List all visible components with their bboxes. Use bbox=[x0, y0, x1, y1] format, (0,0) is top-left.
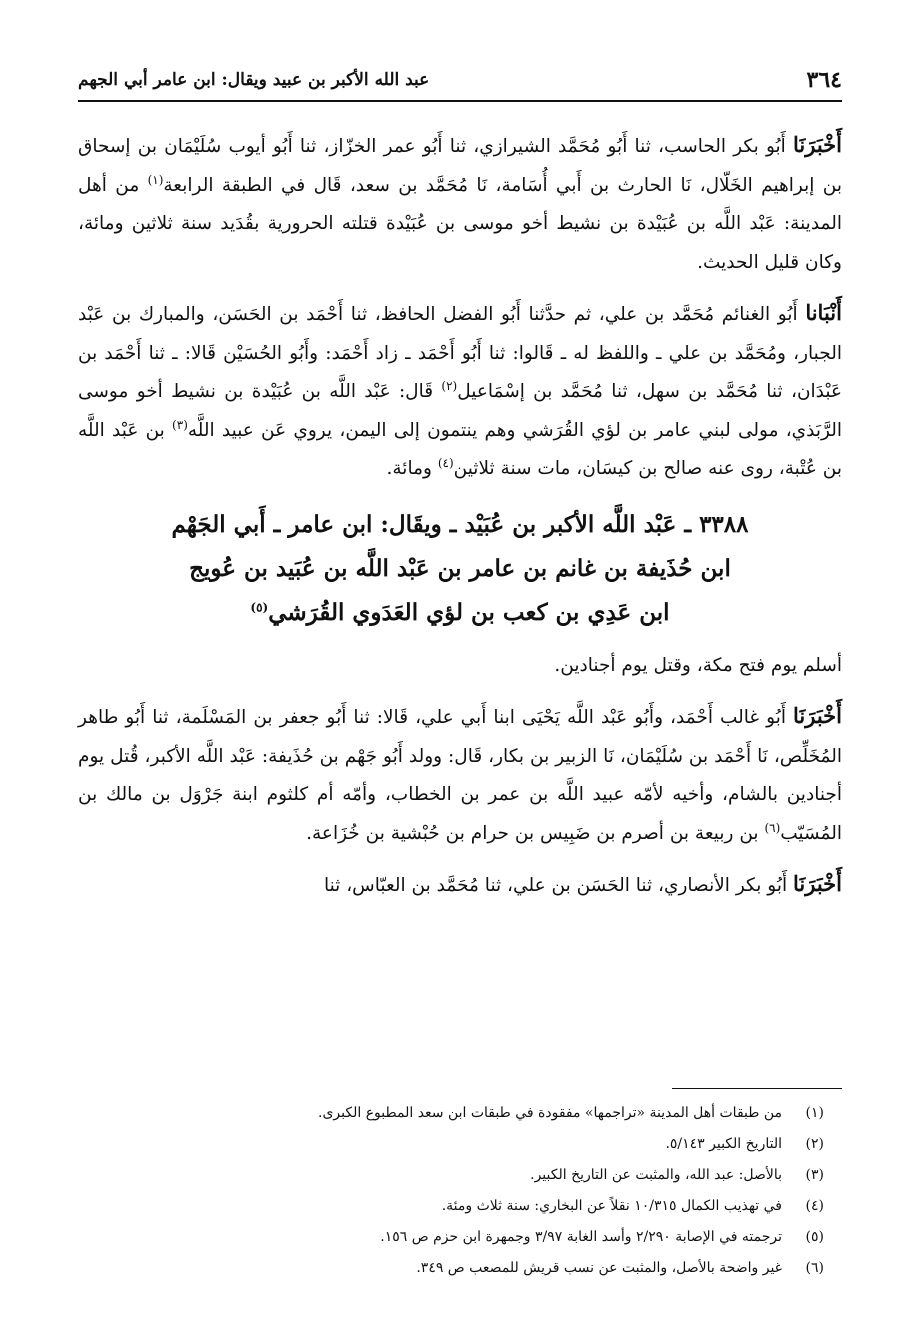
footnote-text: من طبقات أهل المدينة «تراجمها» مفقودة في طبقات ابن سعد المطبوع الكبرى. bbox=[318, 1105, 782, 1121]
footnote-text: ترجمته في الإصابة ٢/٢٩٠ وأسد الغابة ٣/٩٧ وجمهرة ابن حزم ص ١٥٦. bbox=[380, 1229, 782, 1245]
biography-heading bbox=[78, 503, 842, 635]
footnote-number: (٣) bbox=[805, 1167, 824, 1183]
paragraph-lead: أَخْبَرَنَا bbox=[793, 132, 842, 157]
paragraph-lead: أَنْبَانا bbox=[805, 300, 842, 325]
paragraph-3 bbox=[78, 697, 842, 853]
footnote-ref: (١) bbox=[147, 172, 164, 187]
footnote-number: (٥) bbox=[805, 1229, 824, 1245]
footnote-text: التاريخ الكبير ٥/١٤٣. bbox=[665, 1136, 782, 1152]
footnote bbox=[78, 1129, 824, 1160]
footnote bbox=[78, 1098, 824, 1129]
paragraph-lead: أَخْبَرَنَا bbox=[793, 703, 842, 728]
footnote bbox=[78, 1160, 824, 1191]
biography-heading-text: ابن عَدِي بن كعب بن لؤي العَدَوي القُرَشي bbox=[268, 598, 670, 626]
page-header bbox=[78, 62, 842, 98]
running-title: عبد الله الأكبر بن عبيد ويقال: ابن عامر أبي الجهم bbox=[78, 70, 430, 90]
paragraph-text: أَبُو الغنائم مُحَمَّد بن علي، ثم حدَّثنا أَبُو الفضل الحافظ، ثنا أَحْمَد بن الحَسَن، والمبارك بن عَبْد الجبار، ومُحَمَّد بن علي ـ واللفظ له ـ قَالوا: ثنا أَبُو أَحْمَد ـ زاد أَحْمَد: وأَبُو الحُسَيْن قَالا: ـ ثنا أَحْمَد بن عَبْدَان، ثنا مُحَمَّد بن سهل، ثنا مُحَمَّد بن إسْمَاعيل bbox=[78, 304, 842, 402]
paragraph-text: ومائة. bbox=[386, 458, 438, 479]
footnote bbox=[78, 1222, 824, 1253]
paragraph-text: أَبُو بكر الحاسب، ثنا أَبُو مُحَمَّد الشيرازي، ثنا أَبُو عمر الخزّاز، ثنا أَبُو أيوب سُلَيْمَان بن إسحاق بن إبراهيم الخَلّال، نَا الحارث بن أَبي أُسَامة، نَا مُحَمَّد بن سعد، قَال في الطبقة الرابعة bbox=[78, 136, 842, 196]
footnote-number: (٤) bbox=[805, 1198, 824, 1214]
footnote-ref: (٥) bbox=[250, 599, 269, 614]
paragraph-text: قَال: عَبْد اللَّه بن عُبَيْدة بن نشيط أخو موسى الرَّبَذي، مولى لبني عامر بن لؤي القُرَشي وهم ينتمون إلى اليمن، يروي عَن عبيد اللَّه bbox=[78, 381, 842, 441]
biography-heading-line-3 bbox=[78, 591, 842, 635]
paragraph-text: بن عَبْد اللَّه بن عُتْبة، روى عنه صالح بن كيسَان، مات سنة ثلاثين bbox=[78, 419, 842, 479]
footnote-ref: (٣) bbox=[172, 417, 188, 432]
paragraph-lead: أَخْبَرَنَا bbox=[793, 871, 842, 896]
paragraph-text: أَبُو بكر الأنصاري، ثنا الحَسَن بن علي، ثنا مُحَمَّد بن العبّاس، ثنا bbox=[323, 875, 788, 896]
footnote-number: (١) bbox=[805, 1105, 824, 1121]
footnote-ref: (٤) bbox=[437, 455, 454, 470]
intro-line: أسلم يوم فتح مكة، وقتل يوم أجنادين. bbox=[554, 654, 842, 676]
page-number: ٣٦٤ bbox=[806, 67, 842, 93]
footnote-number: (٢) bbox=[805, 1136, 824, 1152]
footnote-text: غير واضحة بالأصل، والمثبت عن نسب قريش للمصعب ص ٣٤٩. bbox=[416, 1260, 782, 1276]
paragraph-4 bbox=[78, 865, 842, 906]
footnote-separator bbox=[672, 1088, 842, 1089]
paragraph-text: بن ربيعة بن أصرم بن ضَبِيس بن حرام بن حُبْشية بن خُزَاعة. bbox=[306, 822, 765, 844]
footnotes bbox=[78, 1098, 824, 1284]
footnote-ref: (٢) bbox=[441, 378, 458, 393]
footnote-text: بالأصل: عبد الله، والمثبت عن التاريخ الكبير. bbox=[530, 1167, 782, 1183]
biography-heading-line: ٣٣٨٨ ـ عَبْد اللَّه الأكبر بن عُبَيْد ـ ويقَال: ابن عامر ـ أَبي الجَهْم bbox=[171, 510, 749, 538]
footnote bbox=[78, 1253, 824, 1284]
footnote bbox=[78, 1191, 824, 1222]
paragraph-text: من أهل المدينة: عَبْد اللَّه بن عُبَيْدة بن نشيط أخو موسى بن عُبَيْدة قتلته الحرورية بقُدَيد سنة ثلاثين ومائة، وكان قليل الحديث. bbox=[78, 174, 842, 273]
paragraph-2 bbox=[78, 294, 842, 489]
paragraph-text: أَبُو غالب أَحْمَد، وأَبُو عَبْد اللَّه يَحْيَى ابنا أَبي علي، قَالا: ثنا أَبُو جعفر بن المَسْلَمة، ثنا أَبُو طاهر المُخَلِّص، نَا أَحْمَد بن سُلَيْمَان، نَا الزبير بن بكار، قَال: وولد أَبُو جَهْم بن حُذَيفة: عَبْد اللَّه الأكبر، قُتل يوم أجنادين بالشام، وأخيه لأمّه عبيد اللَّه بن عمر بن الخطاب، وأمّه أم كلثوم ابنة جَرْوَل بن مالك بن المُسَيّب bbox=[78, 707, 842, 844]
main-text bbox=[78, 126, 842, 918]
header-rule bbox=[78, 100, 842, 102]
footnote-text: في تهذيب الكمال ١٠/٣١٥ نقلاً عن البخاري: سنة ثلاث ومئة. bbox=[441, 1198, 782, 1214]
biography-heading-line: ابن حُذَيفة بن غانم بن عامر بن عَبْد اللَّه بن عُبَيد بن عُويج bbox=[189, 554, 731, 582]
paragraph-1 bbox=[78, 126, 842, 282]
footnote-number: (٦) bbox=[805, 1260, 824, 1276]
footnote-ref: (٦) bbox=[764, 820, 781, 835]
